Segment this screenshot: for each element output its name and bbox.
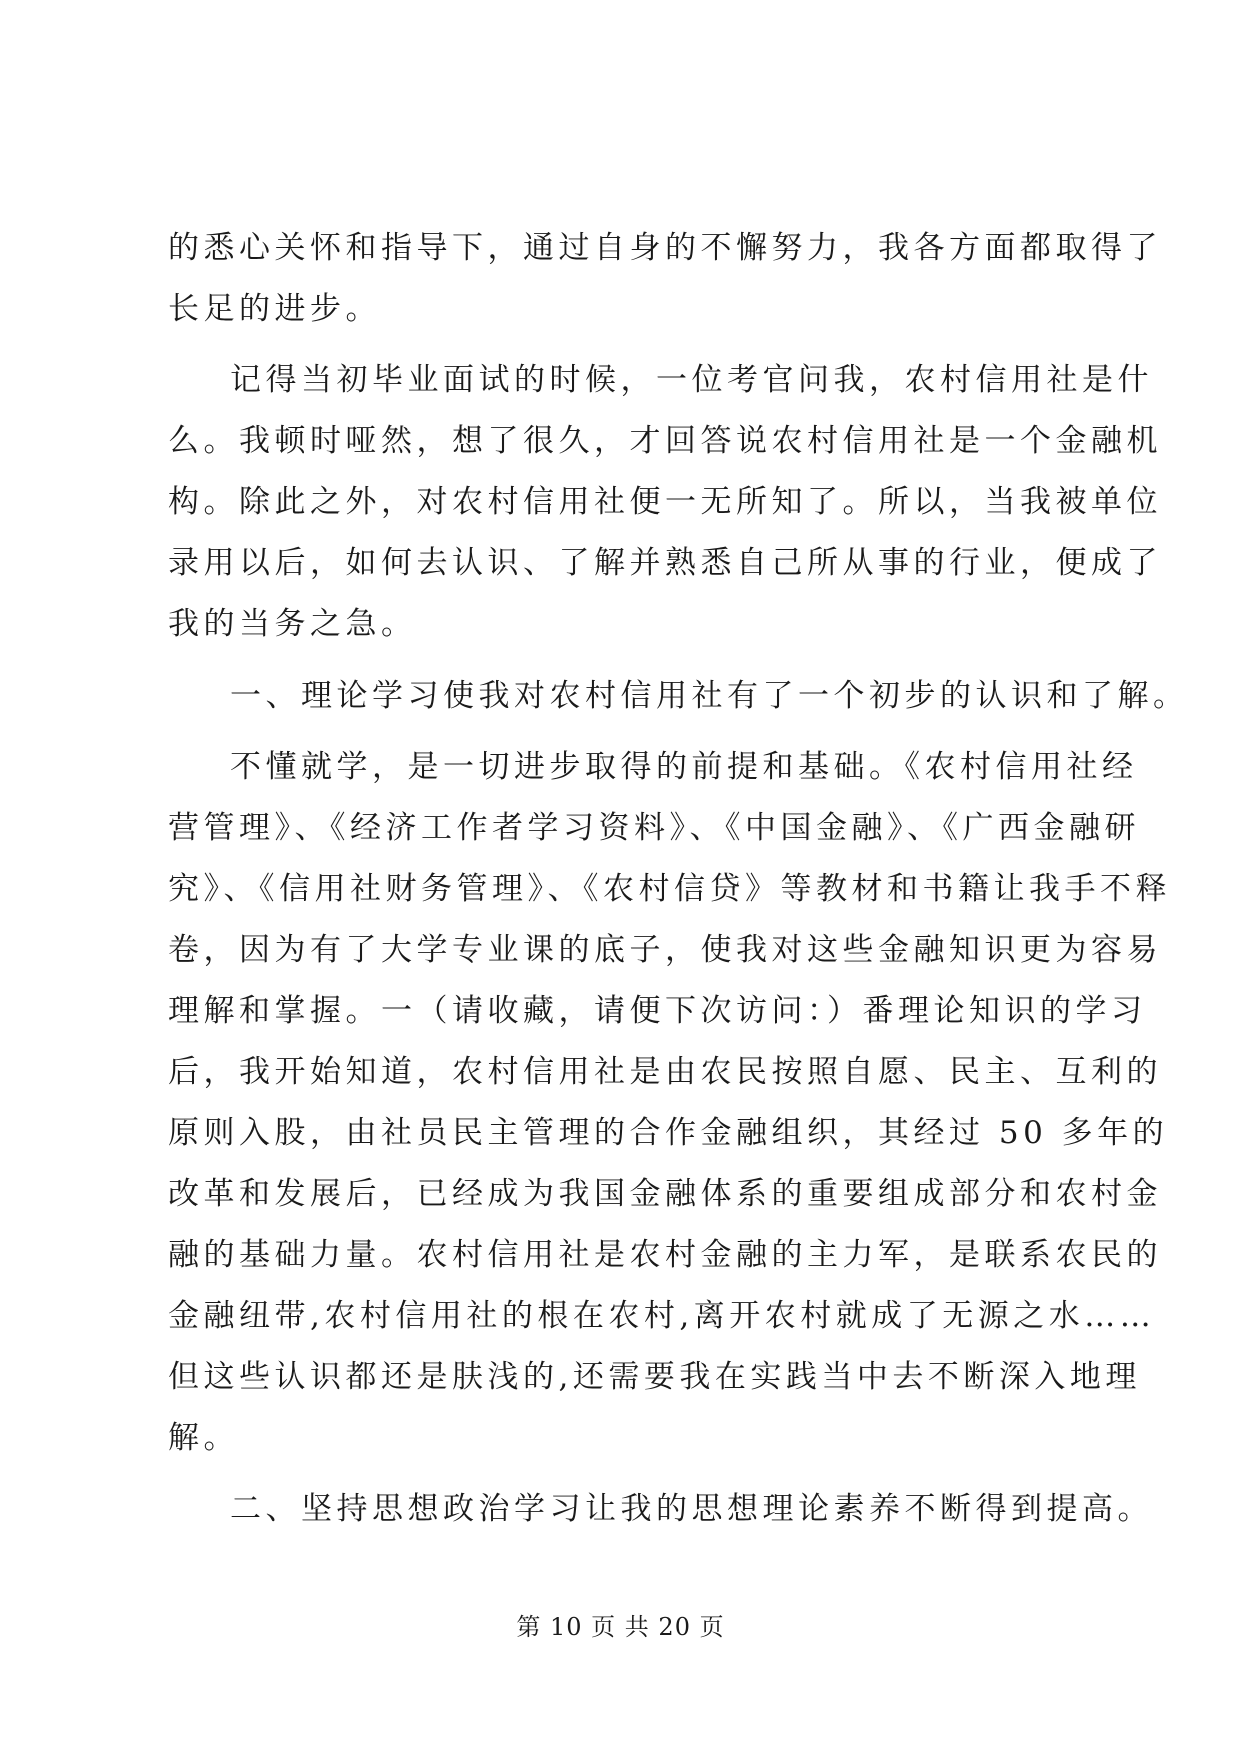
- text-line: 长足的进步。: [168, 291, 381, 327]
- page-number-footer: 第 10 页 共 20 页: [516, 1613, 725, 1641]
- text-line: 究》、《信用社财务管理》、《农村信贷》等教材和书籍让我手不释: [168, 871, 1171, 907]
- text-line: 记得当初毕业面试的时候，一位考官问我，农村信用社是什: [230, 362, 1153, 398]
- text-line: 录用以后，如何去认识、了解并熟悉自己所从事的行业，便成了: [168, 545, 1162, 581]
- text-line: 解。: [168, 1420, 239, 1456]
- text-line: 理解和掌握。一（请收藏，请便下次访问：）番理论知识的学习: [168, 993, 1147, 1029]
- text-line: 融的基础力量。农村信用社是农村金融的主力军，是联系农民的: [168, 1237, 1162, 1273]
- text-line: 我的当务之急。: [168, 606, 417, 642]
- section-heading: 一、理论学习使我对农村信用社有了一个初步的认识和了解。: [230, 678, 1189, 714]
- text-line: 么。我顿时哑然，想了很久，才回答说农村信用社是一个金融机: [168, 423, 1162, 459]
- text-line: 改革和发展后，已经成为我国金融体系的重要组成部分和农村金: [168, 1176, 1162, 1212]
- text-line: 营管理》、《经济工作者学习资料》、《中国金融》、《广西金融研: [168, 810, 1140, 846]
- text-line: 后，我开始知道，农村信用社是由农民按照自愿、民主、互利的: [168, 1054, 1162, 1090]
- text-line: 原则入股，由社员民主管理的合作金融组织，其经过 50 多年的: [168, 1115, 1169, 1151]
- text-line: 的悉心关怀和指导下，通过自身的不懈努力，我各方面都取得了: [168, 230, 1162, 266]
- section-heading: 二、坚持思想政治学习让我的思想理论素养不断得到提高。: [230, 1491, 1153, 1527]
- text-line: 构。除此之外，对农村信用社便一无所知了。所以，当我被单位: [168, 484, 1162, 520]
- text-line: 不懂就学，是一切进步取得的前提和基础。《农村信用社经: [230, 749, 1138, 785]
- text-line: 金融纽带,农村信用社的根在农村,离开农村就成了无源之水……: [168, 1298, 1156, 1334]
- text-line: 卷，因为有了大学专业课的底子，使我对这些金融知识更为容易: [168, 932, 1162, 968]
- text-line: 但这些认识都还是肤浅的,还需要我在实践当中去不断深入地理: [168, 1359, 1141, 1395]
